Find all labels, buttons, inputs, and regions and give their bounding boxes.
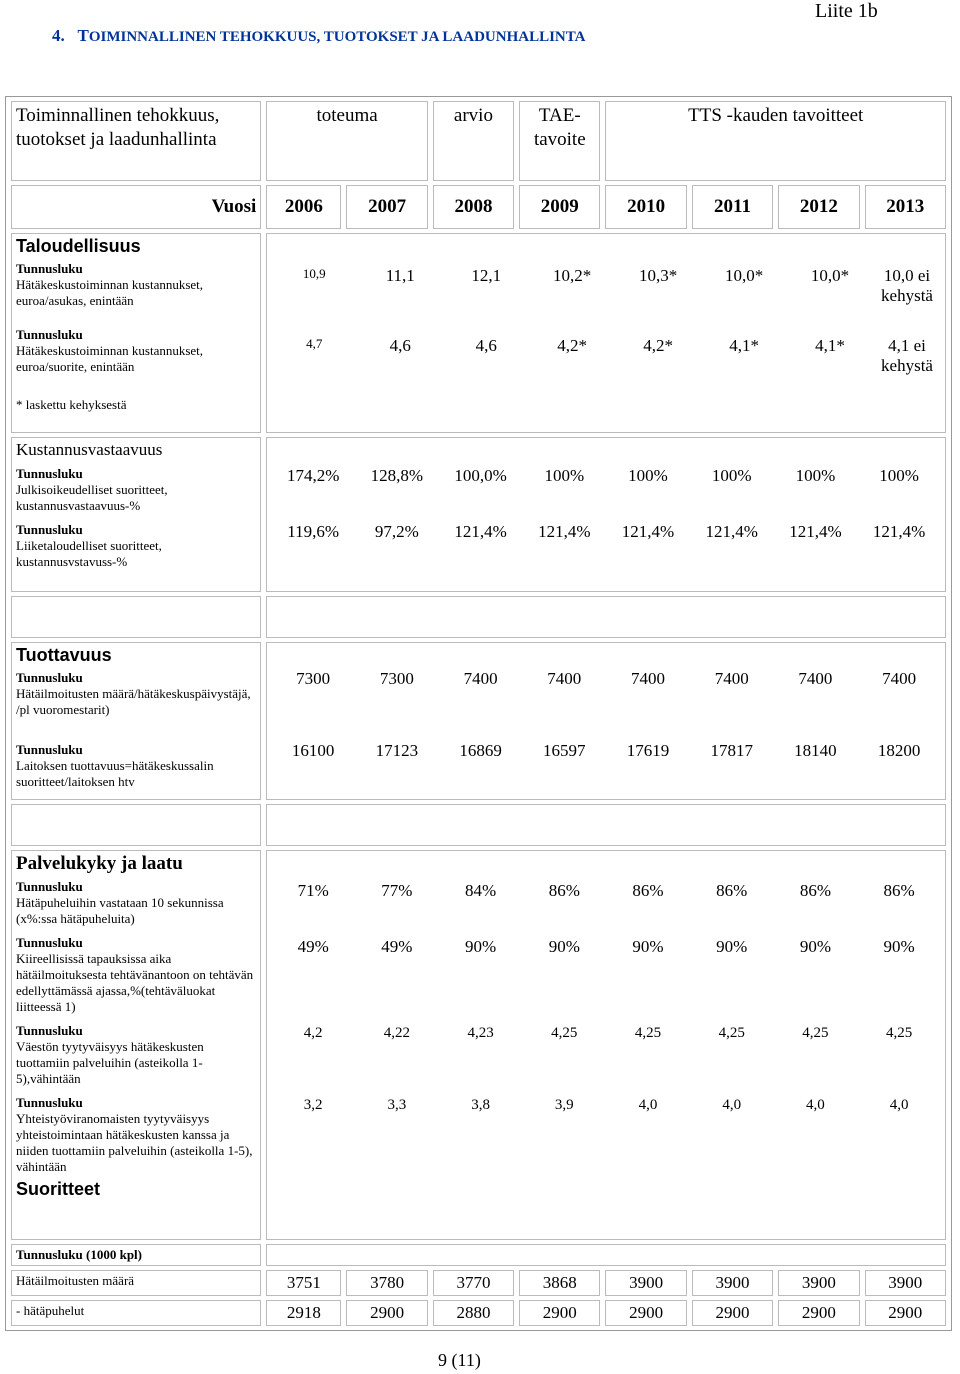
value-cell: 10,3* (638, 266, 678, 285)
heading-text: OIMINNALLINEN TEHOKKUUS, TUOTOKSET JA LAADUNHALLINTA (88, 29, 586, 45)
value-row (271, 879, 941, 935)
appendix-label: Liite 1b (815, 0, 878, 22)
value-row (271, 1095, 941, 1167)
indicator-desc: Yhteistyöviranomaisten tyytyväisyys yhteistoimintaan hätäkeskusten kanssa ja niiden tuottamiin palveluihin (asteikolla 1-5), vähintään (16, 1111, 253, 1174)
indicator (16, 522, 256, 570)
value-cell: 2900 (519, 1300, 600, 1326)
value-cell: 86% (632, 881, 664, 900)
section-taloudellisuus (11, 233, 946, 433)
indicator-label: Tunnusluku (16, 466, 83, 481)
value-row (271, 935, 941, 1023)
value-cell: 3900 (605, 1270, 686, 1296)
value-cell: 4,0 (722, 1097, 742, 1113)
spacer-row (11, 804, 946, 846)
value-cell: 2900 (778, 1300, 859, 1326)
value-cell: 97,2% (374, 522, 419, 541)
value-cell: 7400 (630, 669, 665, 688)
value-cell: 128,8% (370, 466, 424, 485)
value-row (271, 667, 941, 739)
year-cell: 2009 (519, 185, 600, 229)
indicator (16, 466, 256, 522)
spacer-cell (266, 804, 946, 846)
value-cell: 71% (297, 881, 329, 900)
tts-header: TTS -kauden tavoitteet (605, 101, 946, 181)
indicator (16, 879, 256, 935)
spacer-row (11, 596, 946, 638)
value-cell: 17123 (375, 741, 419, 760)
value-cell: 2900 (865, 1300, 947, 1326)
value-cell: 77% (381, 881, 413, 900)
value-cell: 100% (711, 466, 752, 485)
taloudellisuus-values-cell (266, 233, 946, 433)
vuosi-label: Vuosi (11, 185, 261, 229)
section-title: Kustannusvastaavuus (16, 440, 163, 459)
value-cell: 4,25 (634, 1025, 662, 1041)
value-cell: 4,0 (638, 1097, 658, 1113)
value-cell: 18200 (877, 741, 921, 760)
spacer-cell (11, 804, 261, 846)
section-title: Suoritteet (16, 1179, 101, 1199)
year-cell: 2012 (778, 185, 859, 229)
value-cell: 7300 (296, 669, 331, 688)
indicator-desc: Liiketaloudelliset suoritteet, kustannusvstavuss-% (16, 538, 162, 569)
value-cell: 90% (799, 937, 831, 956)
value-cell: 100% (879, 466, 919, 485)
value-cell: 4,1* (729, 336, 759, 355)
value-cell: 86% (799, 881, 831, 900)
value-cell: 121,4% (454, 522, 507, 541)
year-cell: 2013 (865, 185, 947, 229)
value-row (271, 739, 941, 779)
value-cell: 7400 (463, 669, 498, 688)
value-cell: 121,4% (705, 522, 758, 541)
value-cell: 17817 (710, 741, 753, 760)
value-cell: 4,25 (718, 1025, 745, 1041)
palvelukyky-values-cell (266, 850, 946, 1240)
value-cell: 3,8 (471, 1097, 490, 1113)
section-title: Palvelukyky ja laatu (16, 853, 183, 874)
value-cell: 4,7 (306, 336, 323, 351)
arvio-header: arvio (433, 101, 514, 181)
value-cell: 3,2 (303, 1097, 323, 1113)
value-cell: 10,2* (553, 266, 592, 285)
indicator (16, 1023, 256, 1095)
indicator-desc: Kiireellisissä tapauksissa aika hätäilmoituksesta tehtävänantoon on tehtävän edellyttämässä ajassa,%(tehtäväluokat liitteessä 1) (16, 951, 254, 1014)
tuottavuus-values-cell (266, 642, 946, 800)
value-cell: 90% (883, 937, 915, 956)
value-cell: 2900 (346, 1300, 427, 1326)
value-cell: 100% (795, 466, 836, 485)
value-cell: 3,9 (554, 1097, 574, 1113)
value-cell: 10,0* (810, 266, 850, 285)
value-cell: 4,25 (886, 1025, 913, 1041)
value-cell: 121,4% (789, 522, 842, 541)
value-cell: 49% (381, 937, 413, 956)
value-cell: 4,0 (889, 1097, 909, 1113)
indicator-label: Tunnusluku (16, 1095, 83, 1110)
indicator-desc: Väestön tyytyväisyys hätäkeskusten tuottamiin palveluihin (asteikolla 1-5),vähintään (16, 1039, 204, 1086)
value-row (271, 464, 941, 520)
spacer-cell (11, 596, 261, 638)
value-cell: 2900 (605, 1300, 686, 1326)
value-cell: 3780 (346, 1270, 427, 1296)
suoritteet-unit: Tunnusluku (1000 kpl) (11, 1244, 261, 1266)
kustannus-label-cell (11, 437, 261, 592)
indicator-desc: Laitoksen tuottavuus=hätäkeskussalin suoritteet/laitoksen htv (16, 758, 214, 789)
value-cell: 4,25 (551, 1025, 578, 1041)
heading-initial: T (77, 26, 89, 45)
value-cell: 3751 (266, 1270, 341, 1296)
value-cell: 84% (465, 881, 497, 900)
value-cell: 2900 (692, 1300, 773, 1326)
heading-number: 4. (52, 26, 65, 45)
value-cell: 4,25 (802, 1025, 829, 1041)
suorite-row (11, 1300, 946, 1326)
value-cell: 4,6 (475, 336, 497, 355)
indicator (16, 327, 256, 397)
header-row (11, 101, 946, 181)
indicator-label: Tunnusluku (16, 522, 83, 537)
indicator-label: Tunnusluku (16, 327, 83, 342)
values-table (271, 667, 941, 779)
value-cell: 4,6 (389, 336, 411, 355)
value-cell: 7300 (379, 669, 414, 688)
tuottavuus-label-cell (11, 642, 261, 800)
value-cell: 4,2* (643, 336, 673, 355)
section-heading (52, 26, 585, 46)
indicator-label: Tunnusluku (16, 261, 83, 276)
value-cell: 2918 (266, 1300, 341, 1326)
value-cell: 10,0 ei kehystä (881, 266, 933, 305)
values-table (271, 264, 941, 404)
value-cell: 4,2* (557, 336, 588, 355)
value-cell: 100,0% (454, 466, 507, 485)
toteuma-header: toteuma (266, 101, 427, 181)
suorite-row (11, 1270, 946, 1296)
value-cell: 121,4% (538, 522, 591, 541)
value-cell: 90% (548, 937, 580, 956)
value-row (271, 520, 941, 560)
value-cell: 4,0 (806, 1097, 825, 1113)
value-cell: 16869 (459, 741, 502, 760)
indicator (16, 742, 256, 790)
value-cell: 2880 (433, 1300, 514, 1326)
suoritteet-unit-row (11, 1244, 946, 1266)
section-title: Tuottavuus (16, 645, 112, 665)
value-cell: 4,23 (467, 1025, 494, 1041)
value-row (271, 264, 941, 334)
value-cell: 4,22 (383, 1025, 410, 1041)
value-cell: 119,6% (287, 522, 340, 541)
values-table (271, 879, 941, 1167)
indicator-label: Tunnusluku (16, 1023, 83, 1038)
section-tuottavuus (11, 642, 946, 800)
value-cell: 16597 (543, 741, 586, 760)
indicator-label: Tunnusluku (16, 742, 83, 757)
indicator-desc: Hätäilmoitusten määrä/hätäkeskuspäivystäjä, /pl vuoromestarit) (16, 686, 251, 717)
value-cell: 3868 (519, 1270, 600, 1296)
year-cell: 2007 (346, 185, 427, 229)
value-cell: 86% (548, 881, 580, 900)
row-label-header: Toiminnallinen tehokkuus, tuotokset ja laadunhallinta (11, 101, 261, 181)
year-cell: 2008 (433, 185, 514, 229)
value-cell: 100% (628, 466, 668, 485)
indicator (16, 670, 256, 742)
value-row (271, 1023, 941, 1095)
value-cell: 90% (716, 937, 748, 956)
empty-cell (266, 1244, 946, 1266)
kustannus-values-cell (266, 437, 946, 592)
year-cell: 2010 (605, 185, 686, 229)
value-cell: 121,4% (621, 522, 675, 541)
value-cell: 7400 (798, 669, 833, 688)
indicator-desc: Hätäpuheluihin vastataan 10 sekunnissa (x%:ssa hätäpuheluita) (16, 895, 224, 926)
value-cell: 12,1 (471, 266, 502, 285)
indicator (16, 1095, 256, 1179)
value-cell: 18140 (794, 741, 837, 760)
value-cell: 49% (297, 937, 329, 956)
indicator-desc: Hätäkeskustoiminnan kustannukset, euroa/suorite, enintään (16, 343, 204, 374)
value-cell: 3900 (692, 1270, 773, 1296)
value-cell: 174,2% (286, 466, 340, 485)
value-cell: 7400 (547, 669, 582, 688)
value-cell: 16100 (291, 741, 335, 760)
spacer-cell (266, 596, 946, 638)
section-kustannusvastaavuus (11, 437, 946, 592)
year-cell: 2006 (266, 185, 341, 229)
indicator-label: Tunnusluku (16, 935, 83, 950)
value-cell: 7400 (714, 669, 749, 688)
value-cell: 100% (544, 466, 585, 485)
value-cell: 11,1 (385, 266, 415, 285)
section-palvelukyky (11, 850, 946, 1240)
value-cell: 121,4% (872, 522, 926, 541)
value-cell: 7400 (882, 669, 917, 688)
suorite-label: - hätäpuhelut (11, 1300, 261, 1326)
footnote: * laskettu kehyksestä (16, 397, 127, 412)
indicator (16, 935, 256, 1023)
section-title: Taloudellisuus (16, 236, 141, 256)
indicator-desc: Hätäkeskustoiminnan kustannukset, euroa/asukas, enintään (16, 277, 204, 308)
indicator-label: Tunnusluku (16, 670, 83, 685)
value-cell: 10,0* (724, 266, 764, 285)
value-row (271, 334, 941, 404)
performance-table (5, 96, 952, 1331)
value-cell: 4,1* (815, 336, 845, 355)
tae-header: TAE-tavoite (519, 101, 600, 181)
value-cell: 3770 (433, 1270, 514, 1296)
value-cell: 4,2 (303, 1025, 323, 1041)
suorite-label: Hätäilmoitusten määrä (11, 1270, 261, 1296)
year-cell: 2011 (692, 185, 773, 229)
value-cell: 17619 (626, 741, 670, 760)
value-cell: 3900 (778, 1270, 859, 1296)
page-number: 9 (11) (438, 1350, 481, 1370)
value-cell: 3900 (865, 1270, 947, 1296)
value-cell: 86% (883, 881, 915, 900)
indicator (16, 261, 256, 327)
indicator-label: Tunnusluku (16, 879, 83, 894)
value-cell: 4,1 ei kehystä (881, 336, 933, 375)
indicator-desc: Julkisoikeudelliset suoritteet, kustannusvastaavuus-% (16, 482, 168, 513)
value-cell: 90% (632, 937, 664, 956)
palvelukyky-label-cell (11, 850, 261, 1240)
value-cell: 10,9 (302, 266, 326, 281)
value-cell: 86% (716, 881, 748, 900)
years-row (11, 185, 946, 229)
taloudellisuus-label-cell (11, 233, 261, 433)
values-table (271, 464, 941, 560)
value-cell: 3,3 (387, 1097, 407, 1113)
value-cell: 90% (465, 937, 497, 956)
